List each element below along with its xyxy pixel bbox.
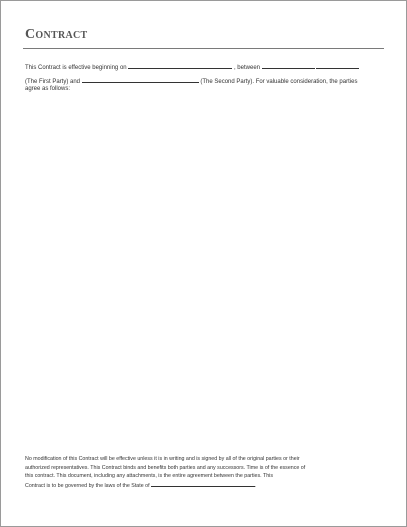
intro-line-2-after: (The Second Party). For valuable consideration, the parties (200, 79, 358, 85)
state-blank[interactable] (151, 481, 255, 487)
intro-line-2 (25, 76, 357, 86)
second-party-blank[interactable] (82, 76, 199, 83)
footer-clause (25, 455, 385, 490)
first-party-blank-a[interactable] (262, 62, 315, 69)
footer-period: . (255, 482, 257, 489)
governing-law-text: Contract is to be governed by the laws of the State of (25, 482, 150, 489)
page-title: Contract (25, 27, 88, 42)
footer-line-1: No modification of this Contract will be effective unless it is in writing and is signed by all of the original parties or their (25, 456, 300, 462)
intro-line-2-text: (The First Party) and (25, 79, 81, 85)
footer-line-3: this contract. This document, including any attachments, is the entire agreement between the parties. This (25, 473, 274, 480)
intro-line-1 (25, 62, 359, 72)
first-party-blank-b[interactable] (316, 62, 359, 69)
footer-line-4 (25, 481, 385, 491)
intro-line-1-text: This Contract is effective beginning on (25, 65, 127, 71)
footer-line-2: authorized representatives. This Contract binds and benefits both parties and any successors. Time is of the essence of (25, 464, 306, 471)
intro-line-3: agree as follows: (25, 86, 71, 92)
start-date-blank[interactable] (128, 62, 232, 69)
title-divider (23, 48, 384, 49)
intro-line-1-middle: , between (233, 65, 260, 71)
